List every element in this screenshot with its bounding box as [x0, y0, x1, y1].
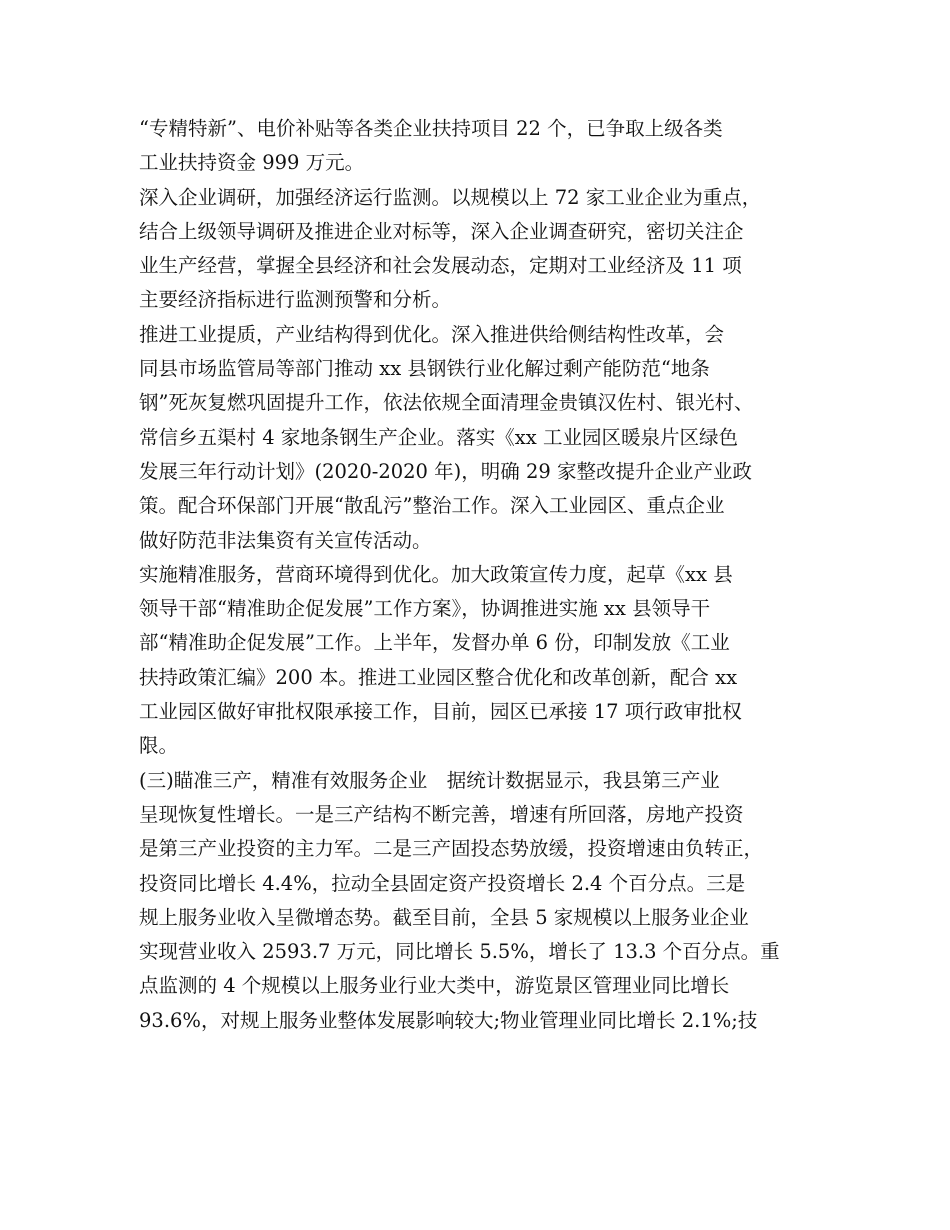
text-line: 部“精准助企促发展”工作。上半年，发督办单 6 份，印制发放《工业	[139, 631, 730, 655]
text-line: 实施精准服务，营商环境得到优化。加大政策宣传力度，起草《xx 县	[139, 562, 733, 586]
text-line: 领导干部“精准助企促发展”工作方案》，协调推进实施 xx 县领导干	[139, 597, 711, 621]
text-line: 是第三产业投资的主力军。二是三产固投态势放缓，投资增速由负转正，	[139, 837, 764, 861]
text-line: 点监测的 4 个规模以上服务业行业大类中，游览景区管理业同比增长	[139, 974, 730, 998]
text-line: 实现营业收入 2593.7 万元，同比增长 5.5%，增长了 13.3 个百分点。重	[139, 940, 780, 964]
text-line: 工业园区做好审批权限承接工作，目前，园区已承接 17 项行政审批权	[139, 700, 742, 724]
text-line: “专精特新”、电价补贴等各类企业扶持项目 22 个，已争取上级各类	[139, 117, 723, 140]
text-line: 投资同比增长 4.4%，拉动全县固定资产投资增长 2.4 个百分点。三是	[139, 871, 746, 895]
text-line: 同县市场监管局等部门推动 xx 县钢铁行业化解过剩产能防范“地条	[139, 357, 710, 381]
text-line: 扶持政策汇编》200 本。推进工业园区整合优化和改革创新，配合 xx	[139, 665, 738, 689]
text-line: 策。配合环保部门开展“散乱污”整治工作。深入工业园区、重点企业	[139, 494, 725, 518]
text-line: 规上服务业收入呈微增态势。截至目前，全县 5 家规模以上服务业企业	[139, 905, 749, 929]
text-line: 限。	[139, 734, 179, 758]
text-line: 93.6%，对规上服务业整体发展影响较大;物业管理业同比增长 2.1%;技	[139, 1008, 758, 1032]
text-line: (三)瞄准三产，精准有效服务企业 据统计数据显示，我县第三产业	[139, 768, 720, 792]
text-line: 主要经济指标进行监测预警和分析。	[139, 288, 452, 312]
text-line: 推进工业提质，产业结构得到优化。深入推进供给侧结构性改革，会	[139, 322, 725, 346]
text-line: 业生产经营，掌握全县经济和社会发展动态，定期对工业经济及 11 项	[139, 254, 742, 278]
text-line: 做好防范非法集资有关宣传活动。	[139, 528, 432, 552]
text-line: 发展三年行动计划》(2020-2020 年)，明确 29 家整改提升企业产业政	[139, 459, 752, 483]
text-line: 深入企业调研，加强经济运行监测。以规模以上 72 家工业企业为重点，	[139, 185, 762, 209]
text-line: 工业扶持资金 999 万元。	[139, 151, 365, 175]
text-line: 结合上级领导调研及推进企业对标等，深入企业调查研究，密切关注企	[139, 219, 744, 243]
text-line: 钢”死灰复燃巩固提升工作，依法依规全面清理金贵镇汉佐村、银光村、	[139, 391, 754, 415]
body-text	[139, 112, 829, 1038]
text-line: 常信乡五渠村 4 家地条钢生产企业。落实《xx 工业园区暖泉片区绿色	[139, 425, 738, 449]
text-line: 呈现恢复性增长。一是三产结构不断完善，增速有所回落，房地产投资	[139, 802, 744, 826]
